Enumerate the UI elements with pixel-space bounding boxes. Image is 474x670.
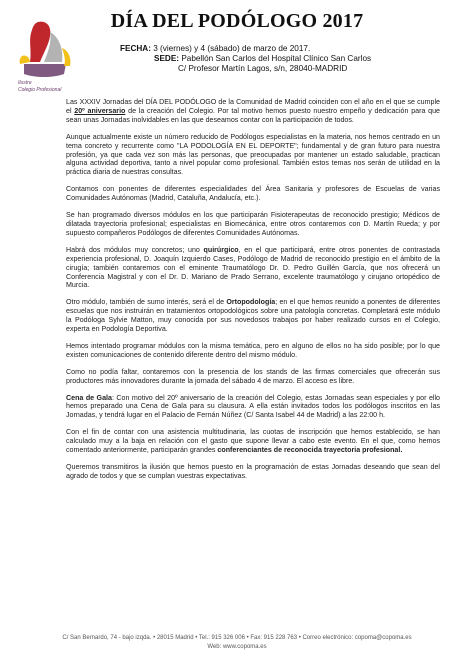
paragraph-surgical [66,246,440,291]
paragraph-thematic: Hemos intentado programar módulos con la misma temática, pero en alguno de ellos no ha sido posible; por lo que existen comunicaciones de contenido diferente dentro del mismo módulo. [66,341,440,359]
letter-body [66,98,440,489]
surgical-highlight: quirúrgico [203,245,239,254]
anniversary-highlight: 20º aniversario [74,106,126,115]
paragraph-gala-text: : Con motivo del 20º aniversario de la creación del Colegio, estas Jornadas sean especiales y por ello hemos preparado una Cena de Gala para su clausura. A ella están invitados todos los podólogos inscritos en las Jornadas, y tendrá lugar en el Palacio de Fernán Núñez (C/ Santa Isabel 44 de Madrid) a las 22:00 h. [66,393,440,420]
logo-text-line2: Colegio Profesional [18,87,62,93]
page-footer [0,635,474,650]
paragraph-orthopodology [66,298,440,334]
paragraph-fees [66,428,440,455]
paragraph-ortho-text-c: ; en el que hemos reunido a ponentes de diferentes escuelas que nos instruirán en tratamientos ortopodológicos sobre una patología concretas. Completará este módulo la Podóloga Sylvie Matton, muy conocida por sus novedosos trabajos por haber realizado cursos en el Colegio, experta en Podología Deportiva. [66,298,440,334]
paragraph-intro-text-c: de la creación del Colegio. Por tal motivo hemos puesto nuestro empeño y dedicación para que sean unas Jornadas inolvidables en las que deseamos contar con la participación de todos. [66,106,440,124]
logo-text-line1: Ilustre [18,80,32,86]
paragraph-modules: Se han programado diversos módulos en los que participarán Fisioterapeutas de reconocido prestigio; Médicos de dilatada trayectoria profesional; especialistas en Biomecánica, entre otros contaremos con D. Martín Rueda; y por supuesto compañeros Podólogos de diferentes Comunidades Autónomas. [66,211,440,237]
venue-address: C/ Profesor Martín Lagos, s/n, 28040-MADRID [178,64,348,73]
paragraph-topic: Aunque actualmente existe un número reducido de Podólogos especialistas en la materia, nos hemos centrado en un tema concreto y recurrente como "LA PODOLOGÍA EN EL DEPORTE"; fundamental y de gran futuro para nuestra profesión, ya que cada vez son más las personas, que preocupadas por mantener un estado saludable, practican alguna actividad deportiva, tanto a nivel popular como profesional. También estos temas nos serán de utilidad en la práctica diaria de nuestras consultas. [66,132,440,177]
paragraph-stands: Como no podía faltar, contaremos con la presencia de los stands de las firmas comerciales que ofrecerán sus productores más innovadores durante la jornada del sábado 4 de marzo. El acceso es libre. [66,367,440,385]
venue-label: SEDE: [154,54,180,63]
orthopodology-highlight: Ortopodología [226,298,276,307]
event-details [120,44,420,74]
paragraph-ortho-text-a: Otro módulo, también de sumo interés, será el de [66,298,227,307]
date-row [120,44,420,54]
venue-row [120,54,420,64]
page-title: DÍA DEL PODÓLOGO 2017 [110,10,364,32]
date-label: FECHA: [120,44,151,53]
venue-value: Pabellón San Carlos del Hospital Clínico San Carlos [181,54,372,63]
gala-highlight: Cena de Gala [66,393,112,402]
paragraph-intro [66,98,440,125]
date-value: 3 (viernes) y 4 (sábado) de marzo de 2017. [153,44,311,53]
footer-contact: C/ San Bernardo, 74 - bajo izqda. • 28015 Madrid • Tel.: 915 326 006 • Fax: 915 228 763 • Correo electrónico: copoma@copoma.es [62,635,412,641]
paragraph-speakers: Contamos con ponentes de diferentes especialidades del Área Sanitaria y profesores de Escuelas de varias Comunidades Autónomas (Madrid, Cataluña, Andalucía, etc.). [66,185,440,203]
paragraph-closing: Queremos transmitiros la ilusión que hemos puesto en la programación de estas Jornadas deseando que sean del agrado de todos y que se cumplan vuestras expectativas. [66,463,440,480]
paragraph-fees-text: Con el fin de contar con una asistencia multitudinaria, las cuotas de inscripción que hemos establecido, se han calculado muy a la baja en relación con el gasto que supone llevar a cabo este evento. En el que, como hemos comentado anteriormente, participarán grandes [66,428,440,455]
footer-website: Web: www.copoma.es [207,644,267,650]
paragraph-intro-text-a: Las XXXIV Jornadas del DÍA DEL PODÓLOGO de la Comunidad de Madrid coinciden con el año en el que se cumple el [66,98,440,115]
paragraph-surgical-text-c: , en el que participará, entre otros ponentes de contrastada experiencia profesional, D. Joaquín Izquierdo Cases, Podólogo de Madrid de reconocido prestigio en el ámbito de la cirugía; también contaremos con el eminente Traumatólogo Dr. D. Pedro Guillén García, que nos ofrecerá un Conferencia Magistral y con el Dr. D. Mariano de Prado Serrano, excelente traumatólogo y cirujano ortopédico de Murcia. [66,245,440,290]
speakers-highlight: conferenciantes de reconocida trayectoria profesional. [217,446,403,455]
paragraph-surgical-text-a: Habrá dos módulos muy concretos; uno [66,245,204,254]
paragraph-gala [66,394,440,421]
